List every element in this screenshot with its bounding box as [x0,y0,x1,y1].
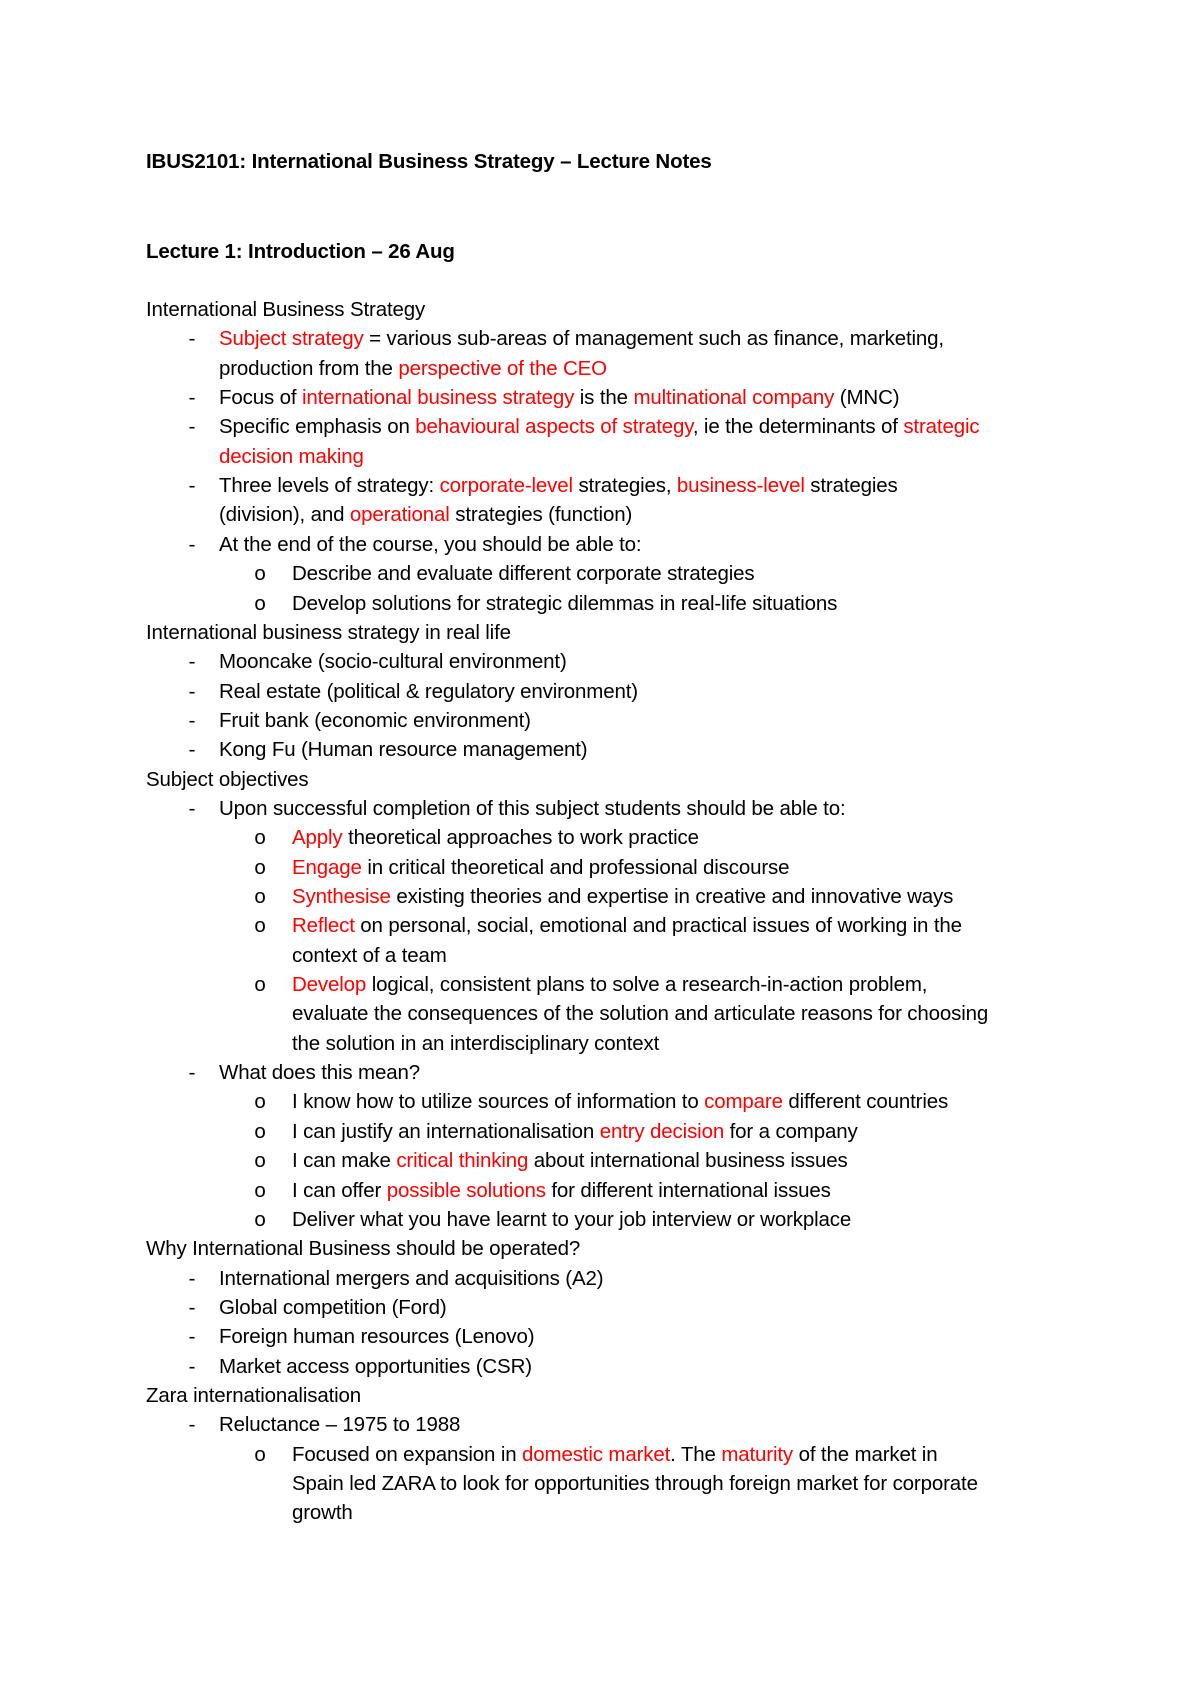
note-text [292,912,962,940]
circle-bullet-icon: o [254,562,266,585]
highlighted-term: decision making [219,445,364,468]
text-segment: International mergers and acquisitions (A2) [219,1267,604,1290]
circle-bullet-icon: o [254,885,266,908]
highlighted-term: Synthesise [292,885,391,908]
note-text [292,942,447,970]
circle-bullet-icon: o [254,973,266,996]
text-segment: Zara internationalisation [146,1384,362,1407]
note-text [292,883,953,911]
note-text [292,1000,988,1028]
note-text [292,1030,659,1058]
note-text [219,795,846,823]
text-segment: production from the [219,357,399,380]
dash-bullet-icon: - [188,797,196,820]
highlighted-term: operational [349,503,450,526]
note-text [219,1059,420,1087]
text-segment: Three levels of strategy: [219,474,440,497]
circle-bullet-icon: o [254,1443,266,1466]
highlighted-term: domestic market [522,1443,671,1466]
highlighted-term: Subject strategy [219,327,364,350]
text-segment: Specific emphasis on [219,415,416,438]
note-text [219,325,944,353]
text-segment: in critical theoretical and professional discourse [361,856,790,879]
text-segment: = various sub-areas of management such as finance, marketing, [363,327,944,350]
note-text [219,707,531,735]
highlighted-term: Develop [292,973,367,996]
dash-bullet-icon: - [188,738,196,761]
text-segment: Focused on expansion in [292,1443,523,1466]
note-text [219,736,588,764]
text-segment: is the [574,386,634,409]
highlighted-term: strategic [903,415,980,438]
note-text [292,1470,978,1498]
text-segment: Reluctance – 1975 to 1988 [219,1413,461,1436]
text-segment: Market access opportunities (CSR) [219,1355,532,1378]
dash-bullet-icon: - [188,1296,196,1319]
text-segment: about international business issues [528,1149,848,1172]
text-segment: I can offer [292,1179,387,1202]
dash-bullet-icon: - [188,1325,196,1348]
text-segment: strategies, [572,474,677,497]
note-text [219,501,632,529]
highlighted-term: Reflect [292,914,355,937]
note-text [219,355,607,383]
circle-bullet-icon: o [254,856,266,879]
note-text [292,1441,937,1469]
text-segment: different countries [782,1090,949,1113]
text-segment: strategies (function) [449,503,633,526]
note-text [292,1499,353,1527]
note-text [292,1118,858,1146]
note-text [219,443,364,471]
note-text [219,678,638,706]
text-segment: logical, consistent plans to solve a research-in-action problem, [366,973,928,996]
highlighted-term: possible solutions [386,1179,546,1202]
text-segment: evaluate the consequences of the solution and articulate reasons for choosing [292,1002,989,1025]
text-segment: What does this mean? [219,1061,420,1084]
note-text [292,1206,851,1234]
note-text [292,560,754,588]
note-text [219,1323,534,1351]
highlighted-term: Engage [292,856,362,879]
note-text [292,1177,831,1205]
circle-bullet-icon: o [254,826,266,849]
highlighted-term: international business strategy [301,386,575,409]
text-segment: for different international issues [545,1179,831,1202]
note-text [292,1147,848,1175]
note-text [146,619,511,647]
text-segment: Spain led ZARA to look for opportunities through foreign market for corporate [292,1472,978,1495]
highlighted-term: perspective of the CEO [398,357,607,380]
highlighted-term: maturity [721,1443,794,1466]
text-segment: Describe and evaluate different corporate strategies [292,562,755,585]
text-segment: existing theories and expertise in creative and innovative ways [390,885,954,908]
circle-bullet-icon: o [254,1149,266,1172]
highlighted-term: business-level [676,474,805,497]
text-segment: for a company [724,1120,858,1143]
note-text [219,531,641,559]
text-segment: Upon successful completion of this subject students should be able to: [219,797,846,820]
dash-bullet-icon: - [188,533,196,556]
highlighted-term: behavioural aspects of strategy [415,415,693,438]
note-text [146,766,309,794]
text-segment: I can make [292,1149,397,1172]
note-text [219,1353,532,1381]
text-segment: International business strategy in real life [146,621,511,644]
text-segment: , ie the determinants of [692,415,904,438]
note-text [292,1088,948,1116]
circle-bullet-icon: o [254,592,266,615]
text-segment: Subject objectives [146,768,309,791]
note-text [219,648,567,676]
dash-bullet-icon: - [188,1061,196,1084]
note-text [219,413,979,441]
dash-bullet-icon: - [188,474,196,497]
dash-bullet-icon: - [188,386,196,409]
note-text [219,1265,603,1293]
highlighted-term: entry decision [599,1120,725,1143]
dash-bullet-icon: - [188,680,196,703]
dash-bullet-icon: - [188,1413,196,1436]
text-segment: Develop solutions for strategic dilemmas in real-life situations [292,592,838,615]
text-segment: context of a team [292,944,447,967]
note-text [292,971,927,999]
text-segment: on personal, social, emotional and practical issues of working in the [354,914,962,937]
highlighted-term: critical thinking [396,1149,529,1172]
note-text [292,590,837,618]
circle-bullet-icon: o [254,914,266,937]
text-segment: strategies [804,474,898,497]
text-segment: the solution in an interdisciplinary context [292,1032,660,1055]
text-segment: (division), and [219,503,350,526]
text-segment: Mooncake (socio-cultural environment) [219,650,567,673]
note-text [146,1235,580,1263]
note-text [219,472,898,500]
highlighted-term: multinational company [633,386,835,409]
circle-bullet-icon: o [254,1090,266,1113]
text-segment: I know how to utilize sources of information to [292,1090,705,1113]
text-segment: Deliver what you have learnt to your job interview or workplace [292,1208,852,1231]
dash-bullet-icon: - [188,415,196,438]
highlighted-term: corporate-level [439,474,573,497]
text-segment: International Business Strategy [146,298,426,321]
dash-bullet-icon: - [188,327,196,350]
note-text [146,296,425,324]
text-segment: At the end of the course, you should be able to: [219,533,642,556]
text-segment: Global competition (Ford) [219,1296,447,1319]
note-text [146,1382,361,1410]
note-text [219,1294,447,1322]
text-segment: growth [292,1501,353,1524]
note-text [219,1411,460,1439]
dash-bullet-icon: - [188,1355,196,1378]
circle-bullet-icon: o [254,1208,266,1231]
note-text [292,824,699,852]
text-segment: Kong Fu (Human resource management) [219,738,588,761]
text-segment: . The [670,1443,722,1466]
dash-bullet-icon: - [188,1267,196,1290]
note-text [219,384,899,412]
note-text [292,854,789,882]
highlighted-term: compare [704,1090,783,1113]
highlighted-term: Apply [292,826,343,849]
text-segment: theoretical approaches to work practice [342,826,699,849]
dash-bullet-icon: - [188,709,196,732]
dash-bullet-icon: - [188,650,196,673]
circle-bullet-icon: o [254,1120,266,1143]
text-segment: Fruit bank (economic environment) [219,709,531,732]
circle-bullet-icon: o [254,1179,266,1202]
text-segment: (MNC) [834,386,900,409]
text-segment: Focus of [219,386,302,409]
text-segment: Foreign human resources (Lenovo) [219,1325,535,1348]
text-segment: I can justify an internationalisation [292,1120,600,1143]
text-segment: Real estate (political & regulatory environment) [219,680,638,703]
document-title: IBUS2101: International Business Strategy – Lecture Notes [146,150,712,173]
lecture-heading: Lecture 1: Introduction – 26 Aug [146,240,455,263]
text-segment: Why International Business should be operated? [146,1237,581,1260]
text-segment: of the market in [793,1443,938,1466]
